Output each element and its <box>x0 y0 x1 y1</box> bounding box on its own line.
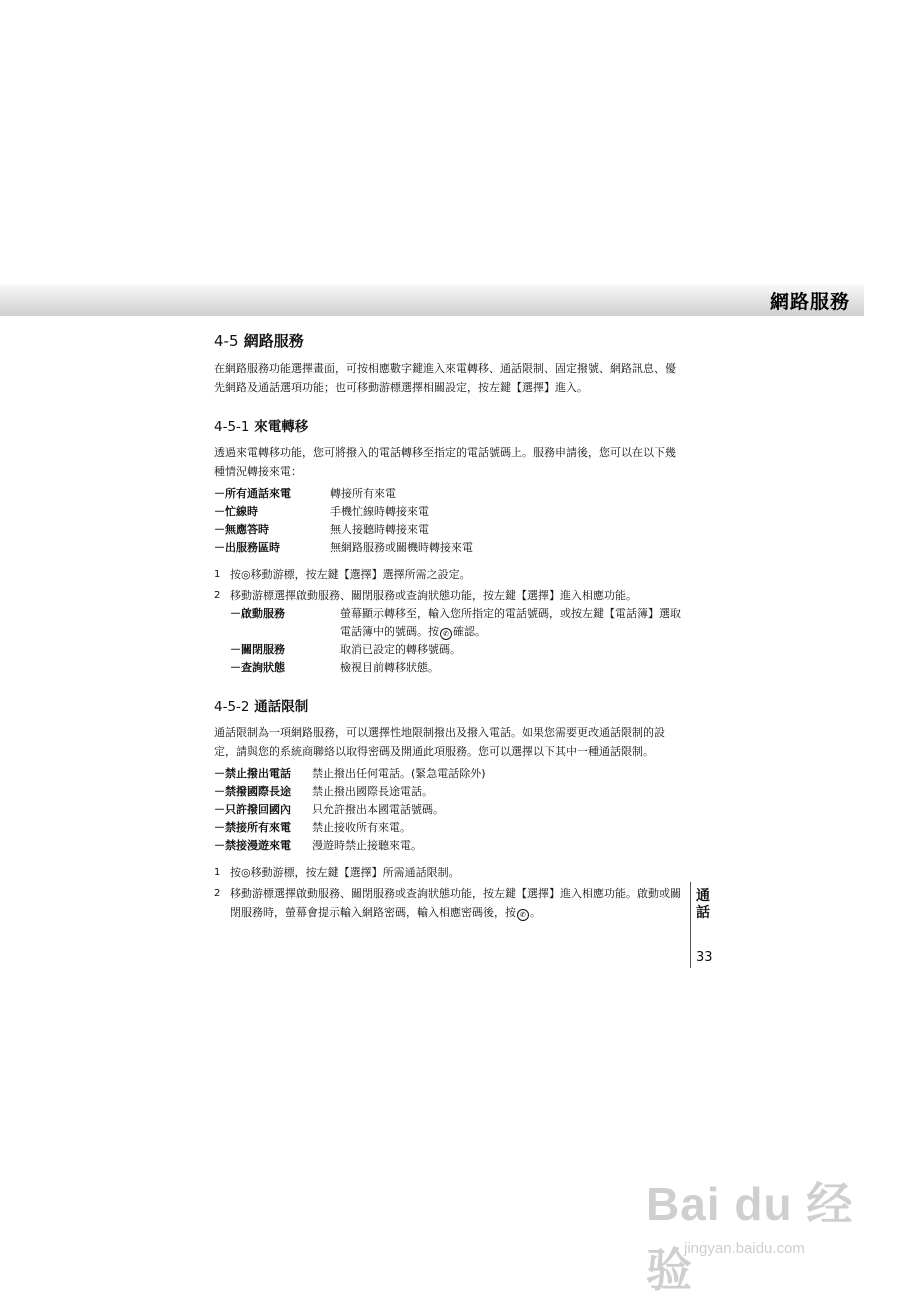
side-tab-divider <box>690 882 691 968</box>
step-text-b: 移動游標，按左鍵【選擇】選擇所需之設定。 <box>250 568 471 581</box>
nav-key-icon: ◎ <box>241 866 251 879</box>
option-label: －只許撥回國內 <box>214 803 291 816</box>
subsection-number: 4-5-1 <box>214 419 250 435</box>
step-number: 2 <box>214 590 221 601</box>
section-heading <box>214 330 684 351</box>
option-label: －禁撥國際長途 <box>214 785 291 798</box>
section-intro: 在網路服務功能選擇畫面，可按相應數字鍵進入來電轉移、通話限制、固定撥號、網路訊息、優先網路及通話選項功能；也可移動游標選擇相關設定，按左鍵【選擇】進入。 <box>214 362 676 394</box>
option-label: －出服務區時 <box>214 541 280 554</box>
restriction-step-1 <box>214 863 684 882</box>
step-text <box>230 565 684 584</box>
step-text-a: 按 <box>230 866 241 879</box>
step-text-a: 移動游標選擇啟動服務、關閉服務或查詢狀態功能，按左鍵【選擇】進入相應功能。啟動或關閉服務時，螢幕會提示輸入網路密碼，輸入相應密碼後，按 <box>230 887 681 919</box>
restriction-step-2 <box>214 884 684 922</box>
option-desc: 漫遊時禁止接聽來電。 <box>312 839 422 852</box>
forwarding-intro: 透過來電轉移功能，您可將撥入的電話轉移至指定的電話號碼上。服務申請後，您可以在以下幾種情況轉接來電： <box>214 446 676 478</box>
option-desc: 轉接所有來電 <box>330 487 396 500</box>
page-content <box>214 330 684 922</box>
service-desc-tail: 確認。 <box>453 625 486 638</box>
step-number: 2 <box>214 888 221 899</box>
nav-key-icon: ◎ <box>241 568 251 581</box>
list-item <box>214 503 684 521</box>
baidu-watermark <box>644 1160 884 1296</box>
option-label: －無應答時 <box>214 523 269 536</box>
subsection-heading-forwarding <box>214 415 684 435</box>
chapter-side-label: 通話 <box>696 888 710 921</box>
service-label: －啟動服務 <box>230 607 285 620</box>
step-text: 移動游標選擇啟動服務、關閉服務或查詢狀態功能，按左鍵【選擇】進入相應功能。 <box>230 589 637 602</box>
send-key-icon: ✆ <box>440 628 452 640</box>
list-item <box>214 539 684 557</box>
restriction-options <box>214 765 684 855</box>
option-desc: 無人接聽時轉接來電 <box>330 523 429 536</box>
restriction-intro: 通話限制為一項網路服務，可以選擇性地限制撥出及撥入電話。如果您需要更改通話限制的設定，請與您的系統商聯絡以取得密碼及開通此項服務。您可以選擇以下其中一種通話限制。 <box>214 726 665 758</box>
step-text-a: 按 <box>230 568 241 581</box>
step-text <box>230 863 684 882</box>
send-key-icon: ✆ <box>517 909 529 921</box>
step-number: 1 <box>214 867 221 878</box>
option-label: －禁止撥出電話 <box>214 767 291 780</box>
list-item <box>230 641 684 659</box>
section-number: 4-5 <box>214 332 239 350</box>
service-label: －關閉服務 <box>230 643 285 656</box>
option-label: －所有通話來電 <box>214 487 291 500</box>
subsection-number: 4-5-2 <box>214 699 250 715</box>
chapter-header-band <box>0 284 864 316</box>
service-label: －查詢狀態 <box>230 661 285 674</box>
option-label: －禁接所有來電 <box>214 821 291 834</box>
list-item <box>230 659 684 677</box>
service-desc: 取消已設定的轉移號碼。 <box>340 643 461 656</box>
list-item <box>214 765 684 783</box>
watermark-url: jingyan.baidu.com <box>684 1240 805 1257</box>
subsection-title: 通話限制 <box>254 699 309 715</box>
forwarding-options <box>214 485 684 557</box>
service-desc: 檢視目前轉移狀態。 <box>340 661 439 674</box>
list-item <box>214 485 684 503</box>
subsection-heading-restriction <box>214 695 684 715</box>
list-item <box>214 837 684 855</box>
list-item <box>214 801 684 819</box>
option-label: －禁接漫遊來電 <box>214 839 291 852</box>
option-label: －忙線時 <box>214 505 258 518</box>
option-desc: 禁止撥出國際長途電話。 <box>312 785 433 798</box>
list-item <box>230 605 684 641</box>
option-desc: 無網路服務或關機時轉接來電 <box>330 541 473 554</box>
step-number: 1 <box>214 569 221 580</box>
option-desc: 手機忙線時轉接來電 <box>330 505 429 518</box>
step-text-b: 移動游標，按左鍵【選擇】所需通話限制。 <box>250 866 460 879</box>
option-desc: 禁止撥出任何電話。(緊急電話除外) <box>312 767 486 780</box>
baidu-logo: Bai du 经验 <box>646 1178 854 1296</box>
section-title: 網路服務 <box>243 332 304 350</box>
list-item <box>214 521 684 539</box>
service-desc <box>340 605 684 641</box>
page-number: 33 <box>696 950 713 965</box>
option-desc: 禁止接收所有來電。 <box>312 821 411 834</box>
step-text-b: 。 <box>530 906 541 919</box>
list-item <box>214 783 684 801</box>
option-desc: 只允許撥出本國電話號碼。 <box>312 803 444 816</box>
list-item <box>214 819 684 837</box>
forwarding-step-1 <box>214 565 684 584</box>
forwarding-step-2 <box>214 586 684 605</box>
step-text <box>230 884 684 922</box>
service-desc-text: 螢幕顯示轉移至，輸入您所指定的電話號碼，或按左鍵【電話簿】選取電話簿中的號碼。按 <box>340 607 681 638</box>
subsection-title: 來電轉移 <box>254 419 309 435</box>
chapter-title: 網路服務 <box>769 291 850 313</box>
